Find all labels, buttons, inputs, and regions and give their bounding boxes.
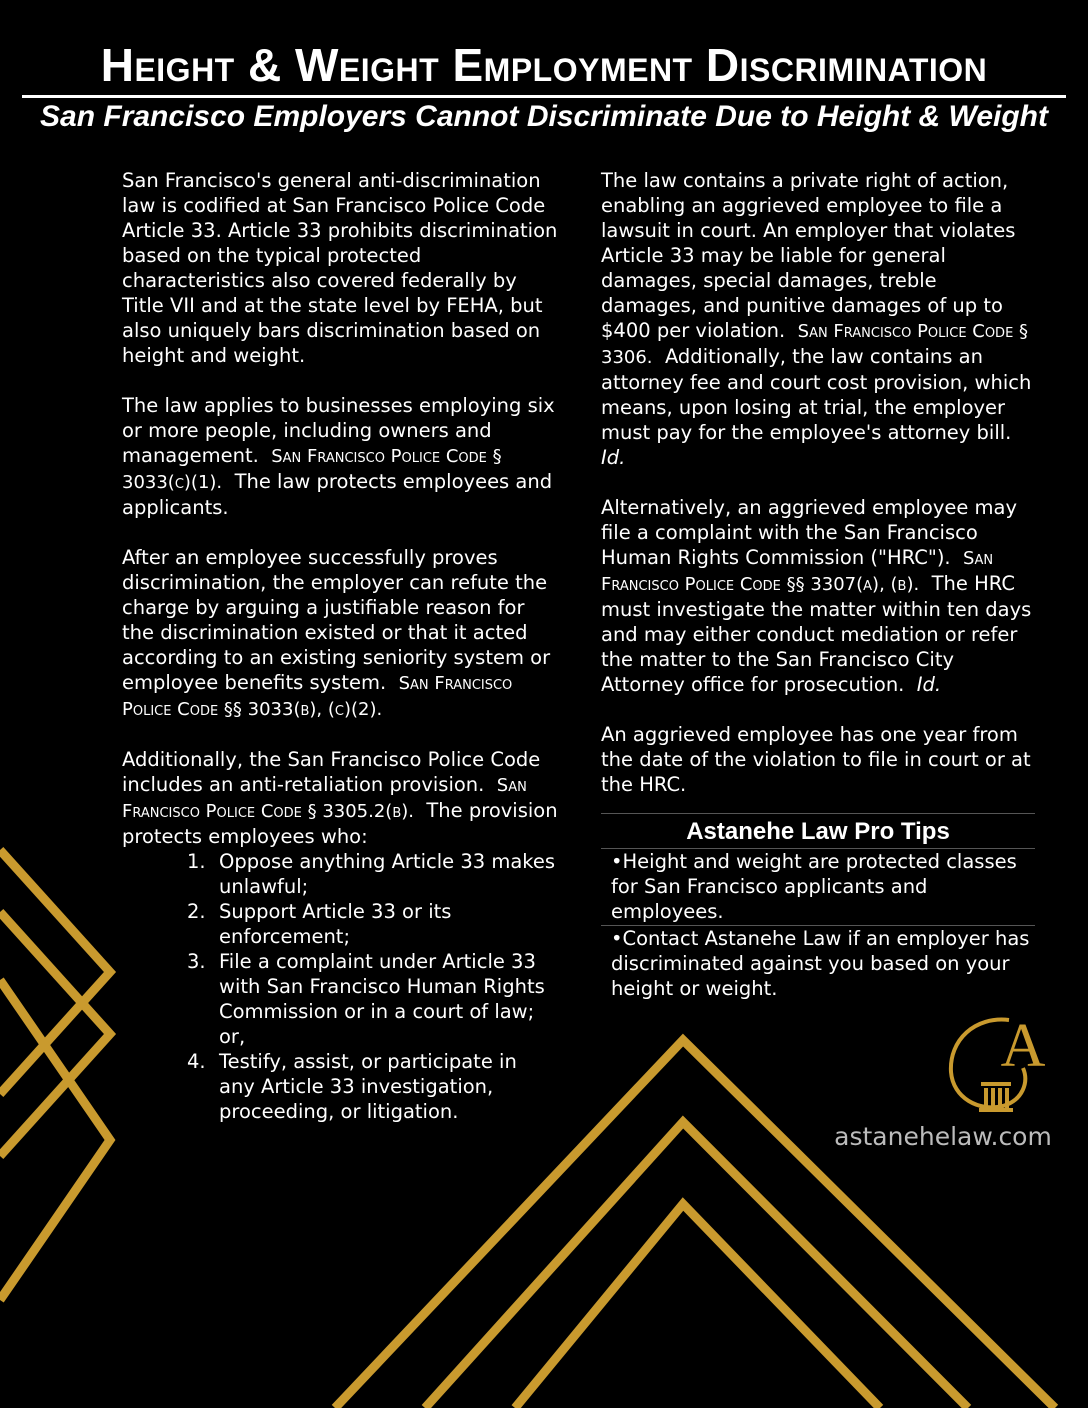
paragraph-text: The HRC must investigate the matter within ten days and may either conduct mediation or refer the matter to the San Francisco City Attorney office for prosecution. (601, 572, 1032, 696)
paragraph-text: The provision protects employees who: (122, 799, 558, 848)
id-citation: Id. (601, 446, 626, 469)
paragraph-text: The law protects employees and applicants. (122, 470, 553, 519)
legal-citation: San Francisco Police Code § 3306. (601, 321, 1028, 368)
paragraph (601, 495, 1033, 697)
list-text: Support Article 33 or its enforcement; (219, 900, 452, 948)
list-item (122, 899, 558, 949)
pro-tip-item: •Height and weight are protected classes for San Francisco applicants and employees. (601, 849, 1035, 926)
page-subtitle: San Francisco Employers Cannot Discriminate Due to Height & Weight (40, 100, 1048, 133)
paragraph (122, 545, 558, 722)
id-citation: Id. (916, 673, 942, 696)
protected-activities-list (122, 849, 558, 1124)
legal-citation: San Francisco Police Code §§ 3033(b), (c)(2). (122, 673, 513, 720)
list-text: Oppose anything Article 33 makes unlawful; (219, 850, 556, 898)
legal-citation: San Francisco Police Code §§ 3307(a), (b). (601, 548, 994, 595)
list-item (122, 849, 558, 899)
list-text: Testify, assist, or participate in any Article 33 investigation, proceeding, or litigation. (219, 1050, 517, 1123)
list-number: 4. (187, 1050, 206, 1073)
paragraph-text: The law applies to businesses employing six or more people, including owners and management. (122, 394, 555, 467)
list-number: 1. (187, 850, 206, 873)
pro-tips-box (601, 813, 1035, 1001)
legal-citation: San Francisco Police Code § 3305.2(b). (122, 775, 527, 822)
paragraph: An aggrieved employee has one year from the date of the violation to file in court or at the HRC. (601, 723, 1031, 796)
page-title: Height & Weight Employment Discrimination (100, 39, 988, 91)
legal-citation: San Francisco Police Code § 3033(c)(1). (122, 446, 502, 493)
list-text: File a complaint under Article 33 with San Francisco Human Rights Commission or in a court of law; or, (219, 950, 545, 1048)
astanehe-law-logo (945, 1002, 1063, 1120)
website-url: astanehelaw.com (834, 1122, 1052, 1151)
list-item (122, 949, 558, 1049)
paragraph (122, 747, 558, 849)
paragraph-text: Alternatively, an aggrieved employee may file a complaint with the San Francisco Human Rights Commission ("HRC"). (601, 496, 1018, 569)
logo-letter: A (1000, 1012, 1046, 1080)
title-underline (22, 95, 1066, 98)
paragraph-text: After an employee successfully proves discrimination, the employer can refute the charge by arguing a justifiable reason for the discrimination existed or that it acted according to an existing seniority system or employee benefits system. (122, 546, 551, 694)
paragraph-text: Additionally, the San Francisco Police Code includes an anti-retaliation provision. (122, 748, 541, 796)
paragraph (601, 168, 1033, 470)
pro-tips-heading: Astanehe Law Pro Tips (601, 813, 1035, 849)
paragraph-text: The law contains a private right of action, enabling an aggrieved employee to file a lawsuit in court. An employer that violates Article 33 may be liable for general damages, special damages, treble damages, and punitive damages of up to $400 per violation. (601, 169, 1016, 342)
list-number: 3. (187, 950, 206, 973)
left-column (122, 168, 558, 1124)
list-number: 2. (187, 900, 206, 923)
paragraph: San Francisco's general anti-discrimination law is codified at San Francisco Police Code Article 33. Article 33 prohibits discrimination based on the typical protected characteristics also covered federally by Title VII and at the state level by FEHA, but also uniquely bars discrimination based on height and weight. (122, 169, 558, 367)
list-item (122, 1049, 558, 1124)
paragraph-text: Additionally, the law contains an attorney fee and court cost provision, which means, upon losing at trial, the employer must pay for the employee's attorney bill. (601, 345, 1032, 444)
pro-tip-item: •Contact Astanehe Law if an employer has discriminated against you based on your height or weight. (611, 927, 1030, 1000)
paragraph (122, 393, 558, 520)
right-column (601, 168, 1033, 822)
